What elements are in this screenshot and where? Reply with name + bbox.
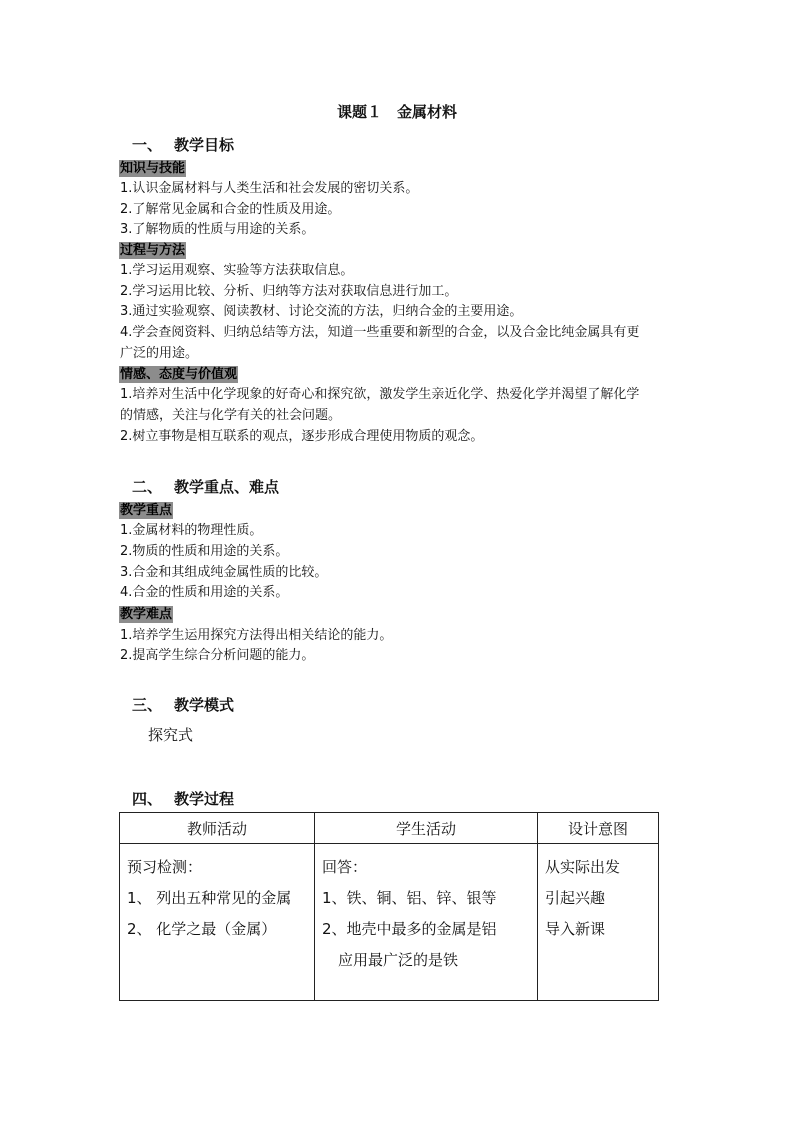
goal-line: 4.学会查阅资料、归纳总结等方法，知道一些重要和新型的合金，以及合金比纯金属具有更 [120,325,640,340]
cell-line: 回答： [322,858,368,876]
section-heading-process [132,788,234,809]
subheading-process: 过程与方法 [120,243,186,258]
section-number: 三、 [132,696,163,714]
section-label: 教学目标 [174,136,235,154]
section-label: 教学过程 [174,790,235,808]
section-number: 二、 [132,478,163,496]
focus-line: 2.提高学生综合分析问题的能力。 [120,648,315,663]
section-heading-goals [132,134,234,155]
subheading-key-points: 教学重点 [120,503,173,518]
process-table [119,812,659,1001]
header-teacher: 教师活动 [120,813,315,844]
goal-line: 2.了解常见金属和合金的性质及用途。 [120,202,341,217]
cell-line: 预习检测： [127,858,203,876]
goal-line: 广泛的用途。 [120,346,199,361]
focus-line: 1.培养学生运用探究方法得出相关结论的能力。 [120,628,393,643]
goal-line: 1.学习运用观察、实验等方法获取信息。 [120,263,354,278]
section-label: 教学模式 [174,696,235,714]
focus-line: 1.金属材料的物理性质。 [120,523,263,538]
focus-line: 4.合金的性质和用途的关系。 [120,585,289,600]
cell-line: 导入新课 [545,920,606,938]
goal-line: 的情感，关注与化学有关的社会问题。 [120,408,342,423]
goal-line: 2.学习运用比较、分析、归纳等方法对获取信息进行加工。 [120,284,458,299]
cell-student [315,844,538,1001]
cell-line: 应用最广泛的是铁 [338,951,459,969]
goal-line: 3.了解物质的性质与用途的关系。 [120,222,315,237]
section-number: 四、 [132,790,163,808]
section-heading-focus [132,476,279,497]
cell-line: 1、 列出五种常见的金属 [127,889,292,907]
cell-line: 从实际出发 [545,858,621,876]
section-label: 教学重点、难点 [174,478,280,496]
focus-line: 3.合金和其组成纯金属性质的比较。 [120,565,328,580]
cell-intent [538,844,659,1001]
subheading-emotion: 情感、态度与价值观 [120,367,238,382]
cell-line: 2、 化学之最（金属） [127,920,277,938]
goal-line: 1.培养对生活中化学现象的好奇心和探究欲，激发学生亲近化学、热爱化学并渴望了解化学 [120,387,640,402]
subheading-knowledge: 知识与技能 [120,161,186,176]
goal-line: 3.通过实验观察、阅读教材、讨论交流的方法，归纳合金的主要用途。 [120,304,523,319]
teaching-mode-text: 探究式 [148,726,194,744]
cell-line: 引起兴趣 [545,889,606,907]
cell-line: 2、地壳中最多的金属是铝 [322,920,497,938]
cell-line: 1、铁、铜、铝、锌、银等 [322,889,497,907]
table-row [120,844,659,1001]
header-student: 学生活动 [315,813,538,844]
goal-line: 2.树立事物是相互联系的观点，逐步形成合理使用物质的观念。 [120,429,484,444]
subheading-difficult-points: 教学难点 [120,607,173,622]
goal-line: 1.认识金属材料与人类生活和社会发展的密切关系。 [120,181,419,196]
table-header-row [120,813,659,844]
section-heading-mode [132,694,234,715]
cell-teacher [120,844,315,1001]
page-title: 课题１ 金属材料 [336,103,457,121]
header-intent: 设计意图 [538,813,659,844]
section-number: 一、 [132,136,163,154]
focus-line: 2.物质的性质和用途的关系。 [120,544,289,559]
